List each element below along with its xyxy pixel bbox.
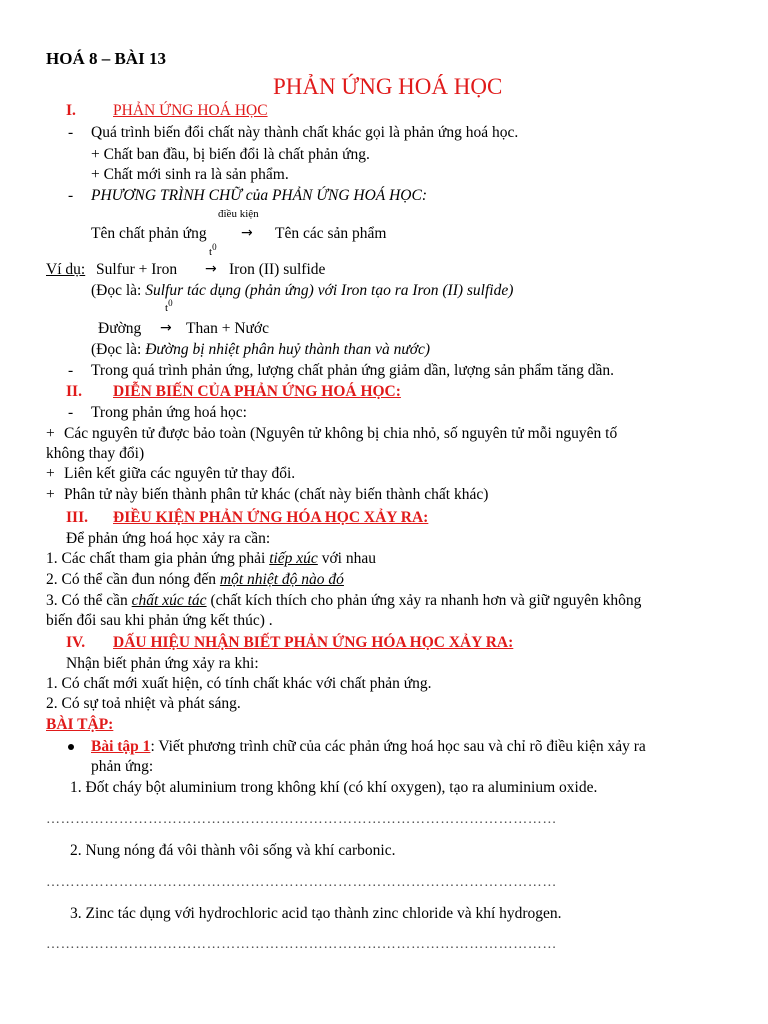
right-arrow-icon: → <box>241 225 253 241</box>
lesson-code: HOÁ 8 – BÀI 13 <box>46 49 166 68</box>
exercises-heading: BÀI TẬP: <box>46 716 114 733</box>
condition-2-emphasis: một nhiệt độ nào đó <box>219 571 344 588</box>
definition-line: Quá trình biến đổi chất này thành chất khác gọi là phản ứng hoá học. <box>91 124 519 141</box>
product-line: + Chất mới sinh ra là sản phẩm. <box>91 166 289 183</box>
example-2-products: Than + Nước <box>186 320 270 337</box>
condition-2 <box>46 570 344 589</box>
section-1-heading: PHẢN ỨNG HOÁ HỌC <box>113 102 268 119</box>
reading-prefix: (Đọc là: <box>91 282 146 299</box>
section-2-heading: DIỄN BIẾN CỦA PHẢN ỨNG HOÁ HỌC: <box>113 383 401 400</box>
amount-change-line: Trong quá trình phản ứng, lượng chất phản ứng giảm dần, lượng sản phẩm tăng dần. <box>91 362 614 379</box>
bonds-change-line: Liên kết giữa các nguyên tử thay đổi. <box>64 465 296 482</box>
exercise-1-text: : Viết phương trình chữ của các phản ứng hoá học sau và chỉ rõ điều kiện xảy ra <box>150 738 646 755</box>
section-4-intro: Nhận biết phản ứng xảy ra khi: <box>66 655 259 672</box>
section-1-number: I. <box>66 102 76 119</box>
right-arrow-icon: → <box>205 261 217 277</box>
answer-line-1[interactable]: …………………………………………………………………………………………… <box>46 812 557 827</box>
condition-1-emphasis: tiếp xúc <box>269 550 318 567</box>
example-1-product: Iron (II) sulfide <box>229 261 326 278</box>
temperature-t: t <box>209 246 213 258</box>
temperature-label <box>165 298 173 314</box>
temperature-degree: 0 <box>168 298 173 308</box>
reading-prefix: (Đọc là: <box>91 341 146 358</box>
example-2-reading <box>91 340 430 359</box>
condition-3-emphasis: chất xúc tác <box>131 592 207 609</box>
condition-3-tail: (chất kích thích cho phản ứng xảy ra nhanh hơn và giữ nguyên không <box>206 592 642 609</box>
section-2-number: II. <box>66 383 82 400</box>
condition-3 <box>46 591 641 610</box>
temperature-degree: 0 <box>212 242 217 252</box>
condition-1 <box>46 549 376 568</box>
reactant-line: + Chất ban đầu, bị biến đổi là chất phản ứng. <box>91 146 370 163</box>
plus-marker: + <box>46 486 55 503</box>
condition-2-text: 2. Có thể cần đun nóng đến <box>46 571 220 588</box>
reading-text: Sulfur tác dụng (phản ứng) với Iron tạo ra Iron (II) sulfide) <box>145 282 514 299</box>
reading-text: Đường bị nhiệt phân huỷ thành than và nước) <box>145 341 431 358</box>
plus-marker: + <box>46 425 55 442</box>
atoms-conserved-line-2: không thay đổi) <box>46 445 145 462</box>
example-1-reactants: Sulfur + Iron <box>96 261 178 278</box>
atoms-conserved-line: Các nguyên tử được bảo toàn (Nguyên tử không bị chia nhỏ, số nguyên tử mỗi nguyên tố <box>64 425 618 442</box>
page-title: PHẢN ỨNG HOÁ HỌC <box>273 74 503 99</box>
dash-marker: - <box>68 187 74 204</box>
section-3-heading: ĐIỀU KIỆN PHẢN ỨNG HÓA HỌC XẢY RA: <box>113 509 429 526</box>
exercise-item-1: 1. Đốt cháy bột aluminium trong không khí (có khí oxygen), tạo ra aluminium oxide. <box>70 779 598 796</box>
example-label: Ví dụ: <box>46 261 86 278</box>
section-4-number: IV. <box>66 634 86 651</box>
exercise-item-2: 2. Nung nóng đá vôi thành vôi sống và khí carbonic. <box>70 842 396 859</box>
condition-3-text: 3. Có thể cần <box>46 592 132 609</box>
section-4-heading: DẤU HIỆU NHẬN BIẾT PHẢN ỨNG HÓA HỌC XẢY RA: <box>113 634 514 651</box>
exercise-item-3: 3. Zinc tác dụng với hydrochloric acid tạo thành zinc chloride và khí hydrogen. <box>70 905 562 922</box>
exercise-1-prompt-line-2: phản ứng: <box>91 758 154 775</box>
example-2-reactant: Đường <box>98 320 142 337</box>
plus-marker: + <box>46 465 55 482</box>
condition-1-tail: với nhau <box>317 550 376 567</box>
answer-line-3[interactable]: …………………………………………………………………………………………… <box>46 937 557 952</box>
example-1-reading <box>91 281 513 300</box>
exercise-1-prompt <box>91 737 646 756</box>
section-3-number: III. <box>66 509 88 526</box>
dash-marker: - <box>68 362 74 379</box>
temperature-t: t <box>165 302 169 314</box>
molecules-change-line: Phân tử này biến thành phân tử khác (chất này biến thành chất khác) <box>64 486 489 503</box>
temperature-label <box>209 242 217 258</box>
section-2-intro: Trong phản ứng hoá học: <box>91 404 247 421</box>
section-3-intro: Để phản ứng hoá học xảy ra cần: <box>66 530 271 547</box>
right-arrow-icon: → <box>160 320 172 336</box>
sign-1: 1. Có chất mới xuất hiện, có tính chất khác với chất phản ứng. <box>46 675 432 692</box>
sign-2: 2. Có sự toả nhiệt và phát sáng. <box>46 695 241 712</box>
equation-left: Tên chất phản ứng <box>91 225 207 242</box>
condition-label: điều kiện <box>218 208 259 220</box>
condition-3-line-2: biến đổi sau khi phản ứng kết thúc) . <box>46 612 273 629</box>
equation-right: Tên các sản phẩm <box>275 225 387 242</box>
condition-1-text: 1. Các chất tham gia phản ứng phải <box>46 550 270 567</box>
dash-marker: - <box>68 124 74 141</box>
bullet-icon <box>68 744 74 750</box>
answer-line-2[interactable]: …………………………………………………………………………………………… <box>46 875 557 890</box>
exercise-1-label: Bài tập 1 <box>91 738 151 755</box>
dash-marker: - <box>68 404 74 421</box>
word-equation-heading: PHƯƠNG TRÌNH CHỮ của PHẢN ỨNG HOÁ HỌC: <box>91 187 428 204</box>
